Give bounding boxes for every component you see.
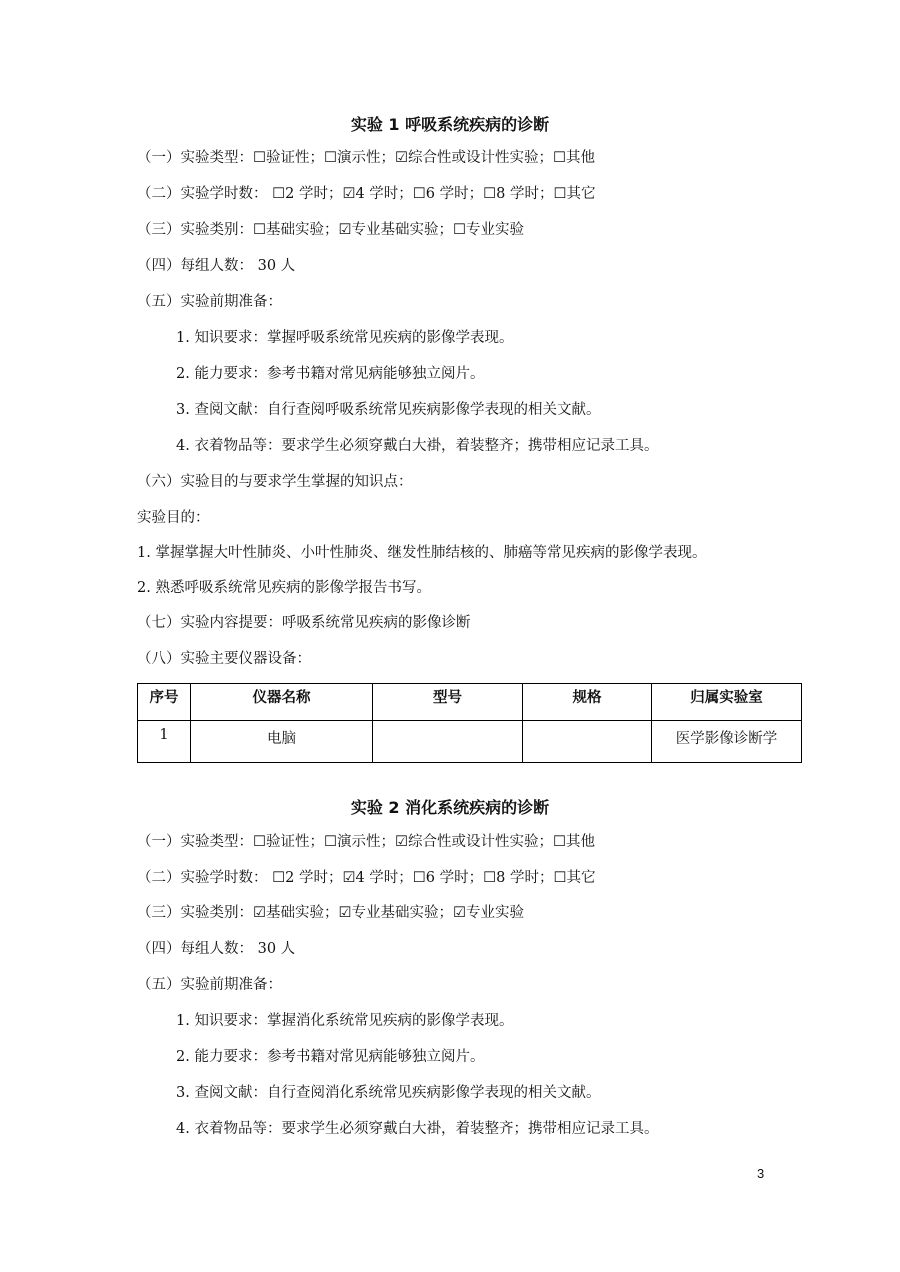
table-header-row (138, 684, 802, 721)
exp1-prep-item: 1. 知识要求：掌握呼吸系统常见疾病的影像学表现。 (176, 330, 514, 346)
exp1-purpose-item: 1. 掌握掌握大叶性肺炎、小叶性肺炎、继发性肺结核的、肺癌等常见疾病的影像学表现。 (137, 545, 707, 561)
exp1-equipment-heading: （八）实验主要仪器设备： (137, 651, 311, 667)
table-row (138, 721, 802, 763)
table-cell: 医学影像诊断学 (652, 721, 802, 763)
table-cell: 电脑 (191, 721, 373, 763)
exp1-purpose-label: 实验目的： (137, 510, 210, 526)
table-cell: 1 (138, 721, 191, 763)
exp2-group-size: （四）每组人数： 30 人 (137, 941, 296, 957)
table-header-cell: 型号 (373, 684, 523, 721)
exp2-prep-item: 3. 查阅文献：自行查阅消化系统常见疾病影像学表现的相关文献。 (176, 1085, 601, 1101)
exp1-prep-item: 3. 查阅文献：自行查阅呼吸系统常见疾病影像学表现的相关文献。 (176, 402, 601, 418)
exp1-type: （一）实验类型：☐验证性；☐演示性；☑综合性或设计性实验；☐其他 (137, 150, 595, 166)
exp1-group-size: （四）每组人数： 30 人 (137, 258, 296, 274)
exp1-hours: （二）实验学时数： ☐2 学时；☑4 学时；☐6 学时；☐8 学时；☐其它 (137, 186, 596, 202)
table-header-cell: 仪器名称 (191, 684, 373, 721)
table-cell (373, 721, 523, 763)
exp2-hours: （二）实验学时数： ☐2 学时；☑4 学时；☐6 学时；☐8 学时；☐其它 (137, 870, 596, 886)
exp2-prep-heading: （五）实验前期准备： (137, 977, 282, 993)
exp1-purpose-heading: （六）实验目的与要求学生掌握的知识点： (137, 474, 413, 490)
table-header-cell: 序号 (138, 684, 191, 721)
equipment-table (137, 683, 802, 763)
exp1-title: 实验 1 呼吸系统疾病的诊断 (350, 115, 550, 134)
exp1-content: （七）实验内容提要：呼吸系统常见疾病的影像诊断 (137, 615, 471, 631)
exp1-prep-item: 2. 能力要求：参考书籍对常见病能够独立阅片。 (176, 366, 485, 382)
exp2-title: 实验 2 消化系统疾病的诊断 (350, 798, 550, 817)
exp2-type: （一）实验类型：☐验证性；☐演示性；☑综合性或设计性实验；☐其他 (137, 834, 595, 850)
table-header-cell: 归属实验室 (652, 684, 802, 721)
exp1-category: （三）实验类别：☐基础实验；☑专业基础实验；☐专业实验 (137, 222, 524, 238)
table-header-cell: 规格 (523, 684, 652, 721)
exp1-prep-heading: （五）实验前期准备： (137, 294, 282, 310)
page-number: 3 (757, 1166, 765, 1181)
exp1-prep-item: 4. 衣着物品等：要求学生必须穿戴白大褂，着装整齐；携带相应记录工具。 (176, 438, 659, 454)
table-cell (523, 721, 652, 763)
exp2-prep-item: 2. 能力要求：参考书籍对常见病能够独立阅片。 (176, 1049, 485, 1065)
exp2-category: （三）实验类别：☑基础实验；☑专业基础实验；☑专业实验 (137, 905, 524, 921)
exp1-purpose-item: 2. 熟悉呼吸系统常见疾病的影像学报告书写。 (137, 580, 431, 596)
exp2-prep-item: 4. 衣着物品等：要求学生必须穿戴白大褂，着装整齐；携带相应记录工具。 (176, 1121, 659, 1137)
exp2-prep-item: 1. 知识要求：掌握消化系统常见疾病的影像学表现。 (176, 1013, 514, 1029)
